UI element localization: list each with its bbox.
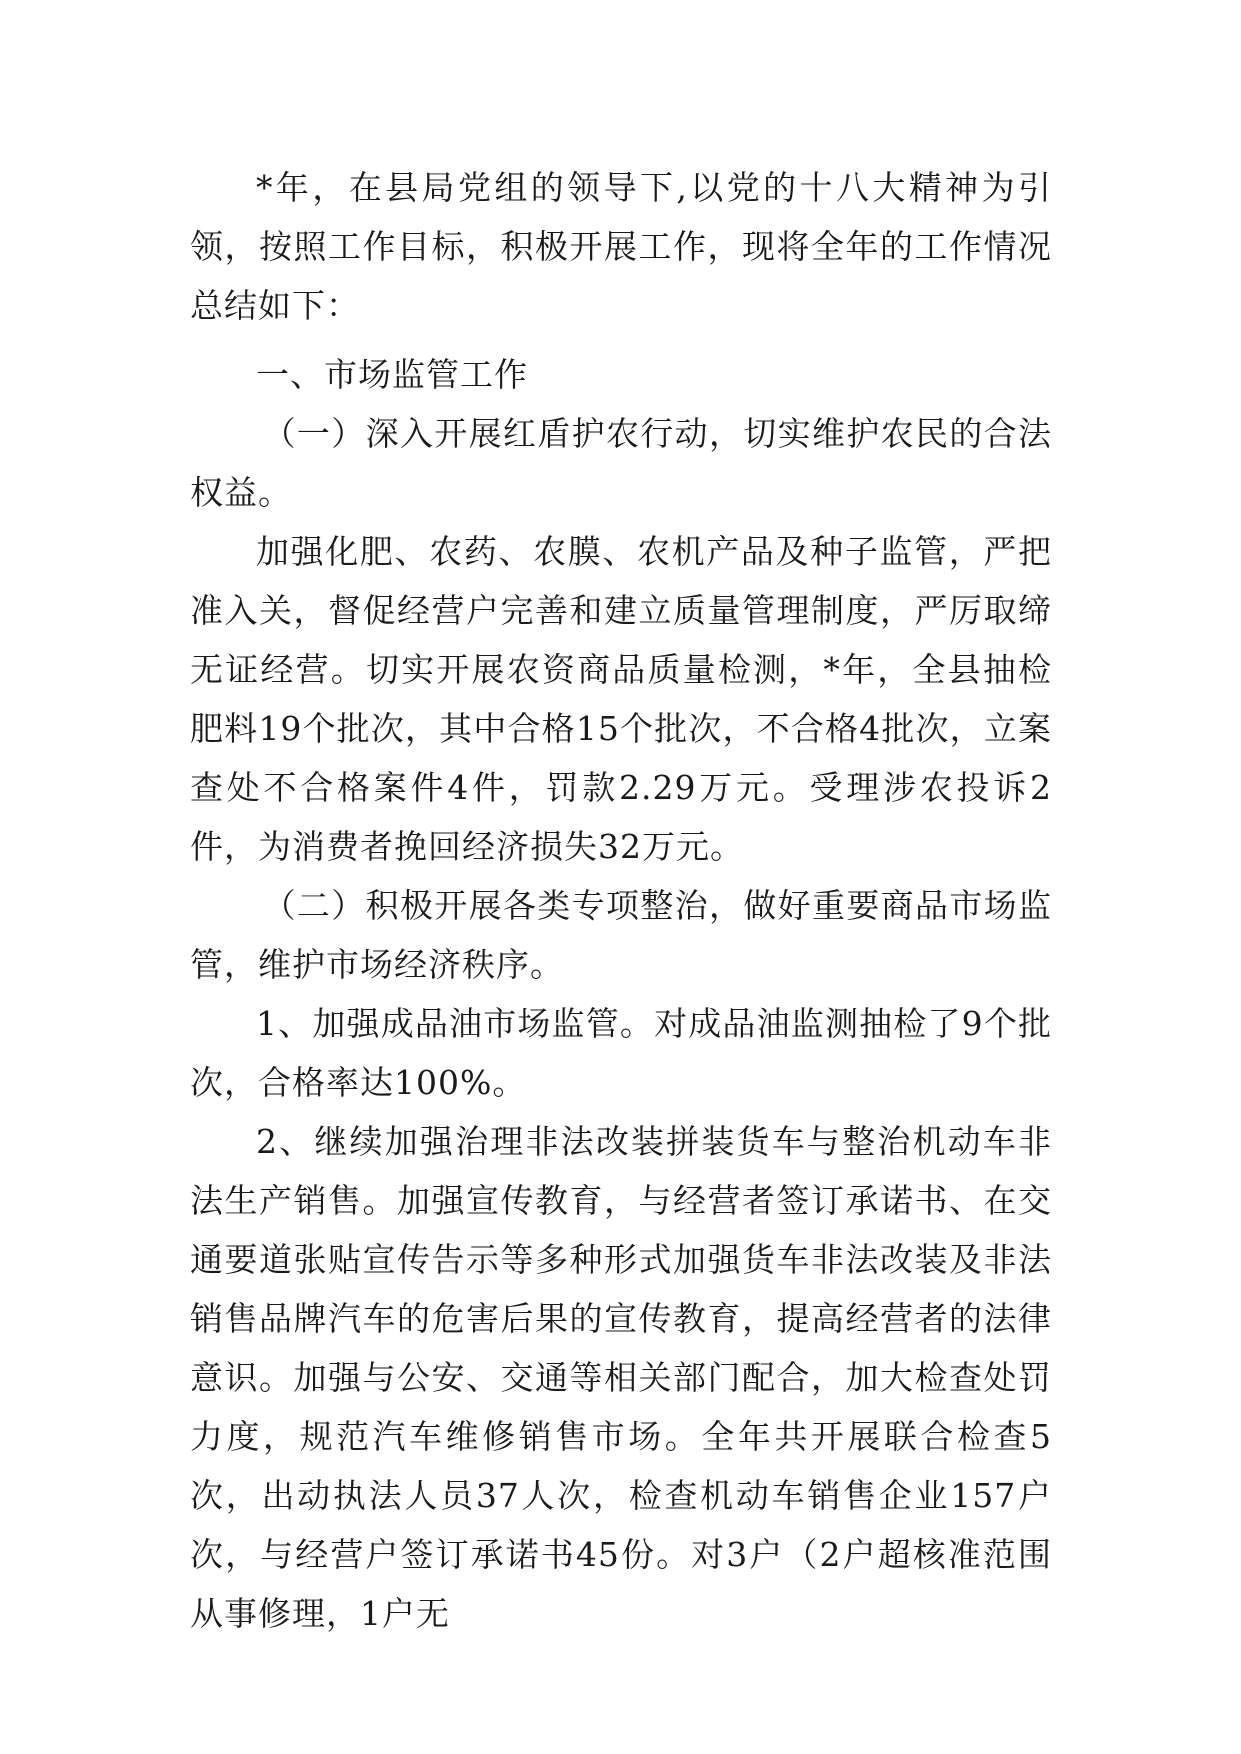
agri-supervision-paragraph: 加强化肥、农药、农膜、农机产品及种子监管，严把准入关，督促经营户完善和建立质量管理制度，严厉取缔无证经营。切实开展农资商品质量检测，*年，全县抽检肥料19个批次，其中合格15个批次，不合格4批次，立案查处不合格案件4件，罚款2.29万元。受理涉农投诉2件，为消费者挽回经济损失32万元。 — [190, 532, 1052, 866]
subsection-heading-red-shield: （一）深入开展红盾护农行动，切实维护农民的合法权益。 — [190, 414, 1052, 512]
subsection-heading-special-rectification: （二）积极开展各类专项整治，做好重要商品市场监管，维护市场经济秩序。 — [190, 886, 1052, 984]
fuel-market-paragraph: 1、加强成品油市场监管。对成品油监测抽检了9个批次，合格率达100%。 — [190, 1004, 1052, 1102]
section-heading-market-supervision: 一、市场监管工作 — [256, 355, 528, 394]
vehicle-rectification-paragraph: 2、继续加强治理非法改装拼装货车与整治机动车非法生产销售。加强宣传教育，与经营者签订承诺书、在交通要道张贴宣传告示等多种形式加强货车非法改装及非法销售品牌汽车的危害后果的宣传教育，提高经营者的法律意识。加强与公安、交通等相关部门配合，加大检查处罚力度，规范汽车维修销售市场。全年共开展联合检查5次，出动执法人员37人次，检查机动车销售企业157户次，与经营户签订承诺书45份。对3户（2户超核准范围从事修理，1户无 — [190, 1122, 1052, 1633]
document-body — [190, 158, 1052, 1643]
intro-paragraph: *年，在县局党组的领导下,以党的十八大精神为引领，按照工作目标，积极开展工作，现将全年的工作情况总结如下： — [190, 168, 1052, 325]
